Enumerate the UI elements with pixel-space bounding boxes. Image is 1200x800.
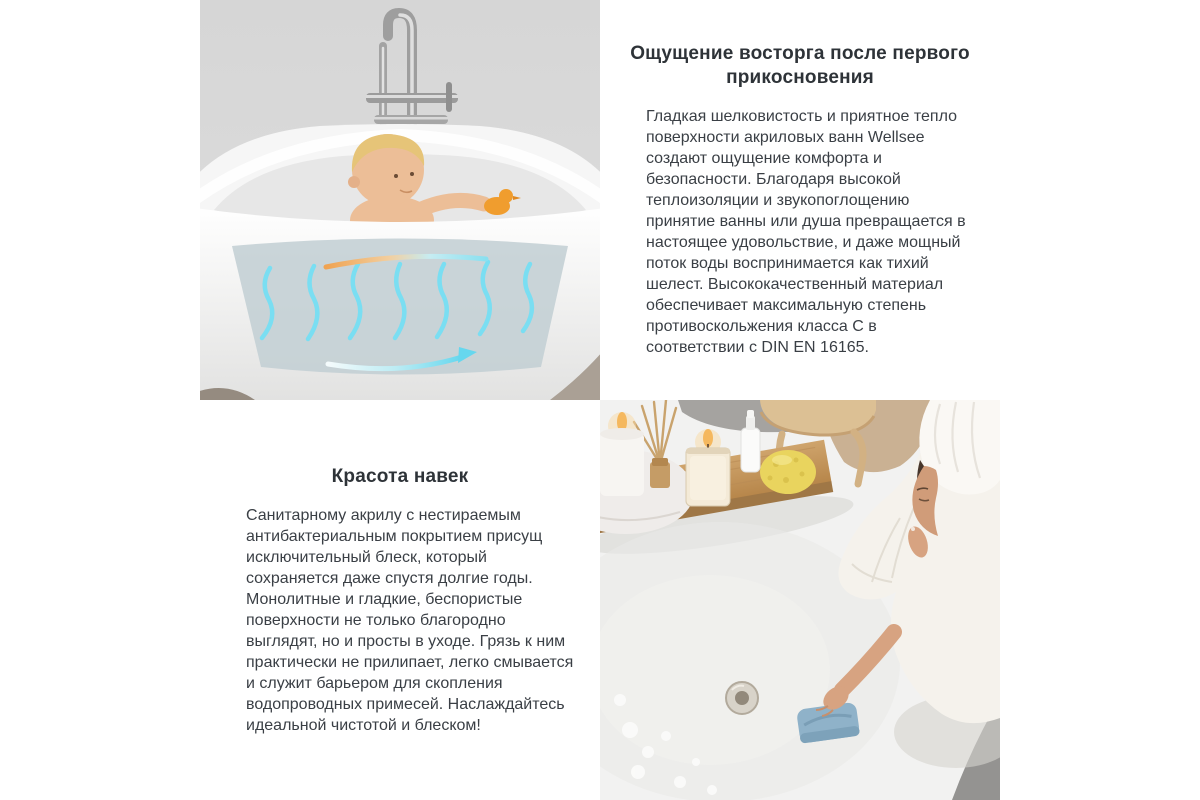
baby-bathtub-illustration — [200, 0, 600, 400]
cleaning-illustration — [600, 400, 1000, 800]
content-grid — [200, 0, 1000, 800]
section-delight-body: Гладкая шелковистость и приятное тепло поверхности акриловых ванн Wellsee создают ощущение комфорта и безопасности. Благодаря высокой теплоизоляции и звукопоглощению принятие ванны или душа превращается в настоящее удовольствие, и даже мощный поток воды воспринимается как тихий шелест. Высококачественный материал обеспечивает максимальную степень противоскольжения класса C в соответствии с DIN EN 16165. — [646, 108, 966, 356]
insulation-overlay — [232, 239, 568, 375]
photo-baby-in-bathtub — [200, 0, 600, 400]
photo-woman-cleaning-bathtub — [600, 400, 1000, 800]
section-delight — [600, 0, 1000, 400]
yellow-sponge — [760, 450, 816, 494]
bathtub-drain — [726, 682, 758, 714]
section-beauty-heading: Красота навек — [331, 465, 469, 487]
section-delight-heading: Ощущение восторга после первого прикосновения — [630, 43, 970, 88]
section-beauty-body: Санитарному акрилу с нестираемым антибактериальным покрытием присущ исключительный блеск, который сохраняется даже спустя долгие годы. Монолитные и гладкие, беспористые поверхности не только благородно выглядят, но и просты в уходе. Грязь к ним практически не прилипает, легко смывается и служит барьером для скопления водопроводных примесей. Наслаждайтесь идеальной чистотой и блеском! — [246, 506, 574, 734]
section-beauty — [200, 400, 600, 800]
